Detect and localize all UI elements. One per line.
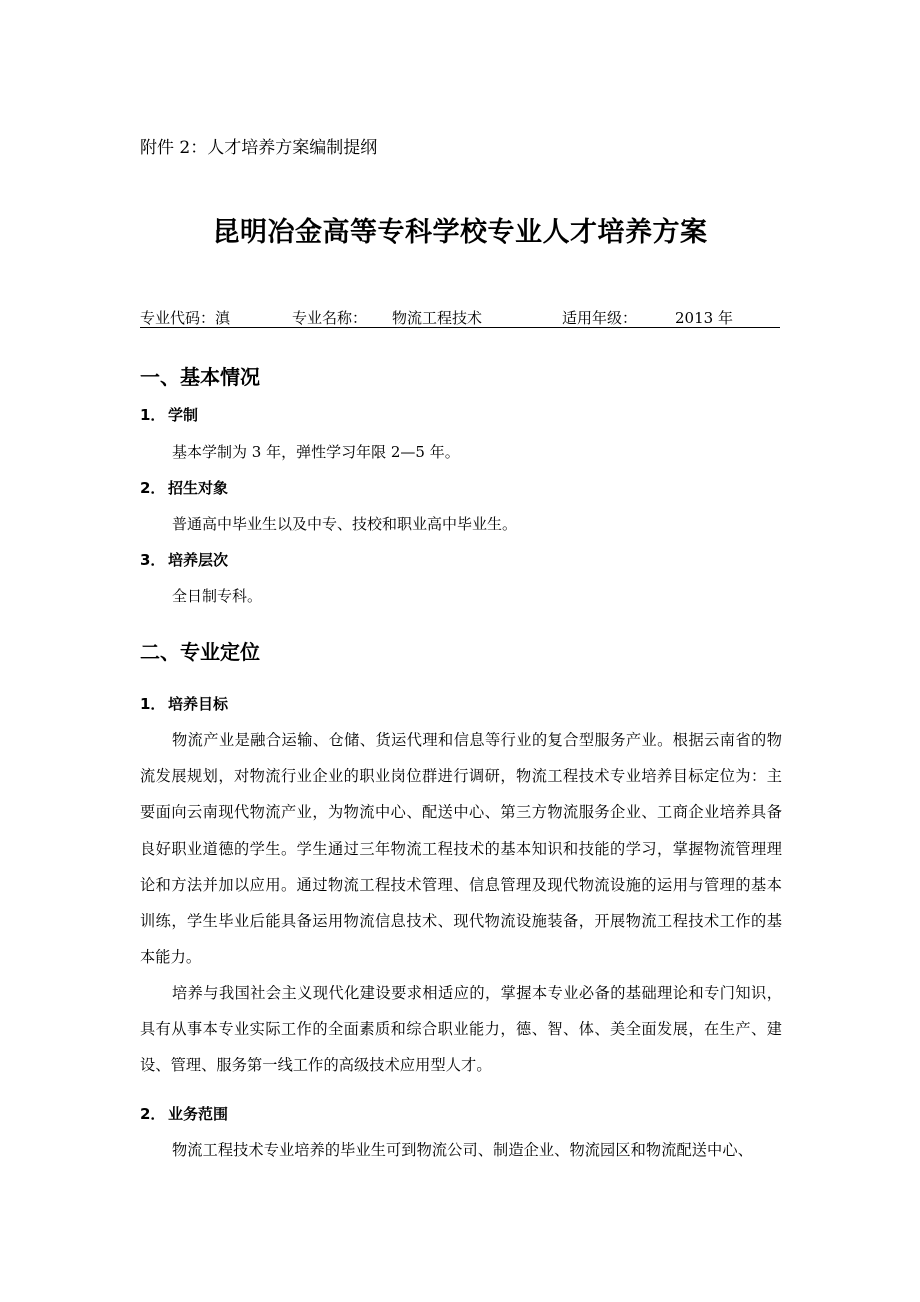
meta-line [140, 307, 780, 328]
item-number: 2． [140, 1105, 166, 1123]
grade-value: 2013 年 [675, 309, 733, 327]
scope-paragraph-1: 物流工程技术专业培养的毕业生可到物流公司、制造企业、物流园区和物流配送中心、 [172, 1141, 753, 1159]
item-heading-enrollment [140, 477, 228, 498]
objectives-paragraph-1: 物流产业是融合运输、仓储、货运代理和信息等行业的复合型服务产业。根据云南省的物流发展规划，对物流行业企业的职业岗位群进行调研，物流工程技术专业培养目标定位为：主要面向云南现代物流产业，为物流中心、配送中心、第三方物流服务企业、工商企业培养具备良好职业道德的学生。学生通过三年物流工程技术的基本知识和技能的学习，掌握物流管理理论和方法并加以应用。通过物流工程技术管理、信息管理及现代物流设施的运用与管理的基本训练，学生毕业后能具备运用物流信息技术、现代物流设施装备，开展物流工程技术工作的基本能力。 [140, 731, 782, 967]
major-name-label: 专业名称： [292, 309, 368, 327]
section-heading-basic: 一、基本情况 [140, 365, 260, 389]
item-title: 培养层次 [168, 551, 229, 569]
major-name-value: 物流工程技术 [392, 309, 483, 327]
item-title: 业务范围 [168, 1105, 229, 1123]
item-number: 1． [140, 406, 166, 424]
item-heading-objectives [140, 693, 228, 714]
item-number: 2． [140, 479, 166, 497]
document-title: 昆明冶金高等专科学校专业人才培养方案 [212, 217, 708, 248]
item-heading-duration [140, 404, 198, 425]
major-code-label: 专业代码：滇 [140, 309, 231, 327]
objectives-paragraph-2: 培养与我国社会主义现代化建设要求相适应的，掌握本专业必备的基础理论和专门知识，具有从事本专业实际工作的全面素质和综合职业能力，德、智、体、美全面发展，在生产、建设、管理、服务第一线工作的高级技术应用型人才。 [140, 984, 782, 1075]
item-number: 3． [140, 551, 166, 569]
item-text-level: 全日制专科。 [172, 587, 263, 605]
item-text-duration: 基本学制为 3 年，弹性学习年限 2—5 年。 [172, 443, 460, 461]
item-title: 招生对象 [168, 479, 229, 497]
item-text-enrollment: 普通高中毕业生以及中专、技校和职业高中毕业生。 [172, 515, 518, 533]
item-heading-scope [140, 1103, 228, 1124]
item-title: 培养目标 [168, 695, 229, 713]
item-number: 1． [140, 695, 166, 713]
item-heading-level [140, 549, 228, 570]
item-title: 学制 [168, 406, 199, 424]
attachment-line: 附件 2：人才培养方案编制提纲 [140, 138, 378, 158]
grade-label: 适用年级： [562, 309, 638, 327]
section-heading-positioning: 二、专业定位 [140, 640, 260, 664]
